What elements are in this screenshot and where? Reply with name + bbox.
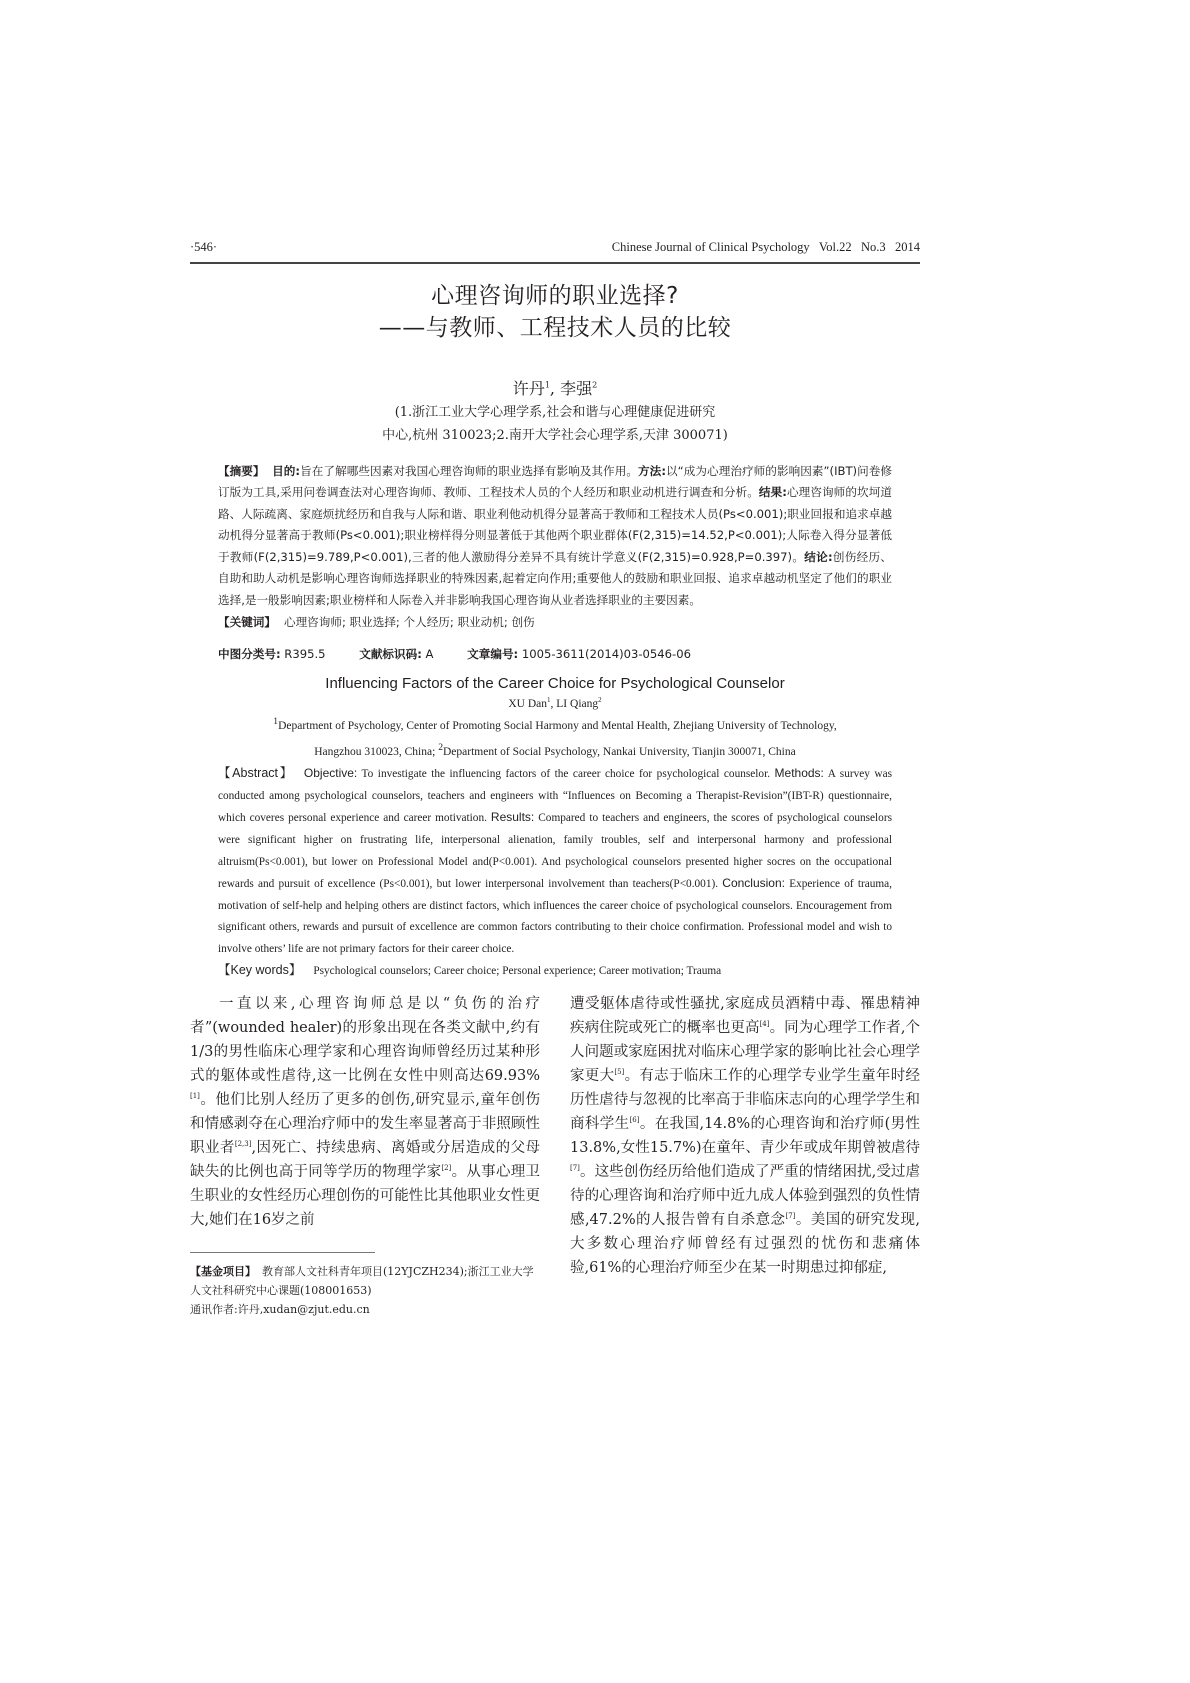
doc-code-label: 文献标识码: <box>359 646 422 661</box>
abstract-cn-methods: 以“成为心理治疗师的影响因素”(IBT)问卷修订版为工具,采用问卷调查法对心理咨询师、教师、工程技术人员的个人经历和职业动机进行调查和分析。 <box>218 463 893 500</box>
title-cn-line2: ——与教师、工程技术人员的比较 <box>378 314 732 341</box>
abstract-cn-results: 心理咨询师的坎坷道路、人际疏离、家庭烦扰经历和自我与人际和谐、职业利他动机得分显著高于教师和工程技术人员(Ps<0.001);职业回报和追求卓越动机得分显著高于教师(Ps<0.001);职业榜样得分则显著低于其他两个职业群体(F(2,315)=14.52,P<0.001);人际卷入得分显著低于教师(F(2,315)=9.789,P<0.001),三者的他人激励得分差异不具有统计学意义(F(2,315)=0.928,P=0.397)。 <box>218 485 892 564</box>
body-right-text-1: 遭受躯体虐待或性骚扰,家庭成员酒精中毒、罹患精神疾病住院或死亡的概率也更高 <box>570 996 920 1037</box>
citation-ref: [4] <box>759 1020 770 1029</box>
citation-ref: [6] <box>629 1116 640 1125</box>
body-left-text-2: 。他们比别人经历了更多的创伤,研究显示,童年创伤和情感剥夺在心理治疗师中的发生率显著高于非照顾性职业者 <box>190 1092 540 1157</box>
body-right-text-3: 。有志于临床工作的心理学专业学生童年时经历性虐待与忽视的比率高于非临床志向的心理学学生和商科学生 <box>570 1068 920 1133</box>
article-number-value: 1005-3611(2014)03-0546-06 <box>518 646 691 661</box>
citation-ref: [5] <box>614 1068 625 1077</box>
abstract-en-label: 【Abstract】 <box>218 766 294 781</box>
affil-cn-line1: (1.浙江工业大学心理学系,社会和谐与心理健康促进研究 <box>394 404 716 420</box>
journal-info: Chinese Journal of Clinical Psychology Vol.22 No.3 2014 <box>611 240 920 254</box>
author-1-en-sup: 1 <box>547 695 551 704</box>
body-column-left <box>190 992 540 1232</box>
affiliations-en <box>190 711 920 763</box>
author-1-en: XU Dan <box>508 697 548 710</box>
funding-text: 教育部人文社科青年项目(12YJCZH234);浙江工业大学人文社科研究中心课题(108001653) <box>190 1265 534 1298</box>
abstract-en-conclusion: Experience of trauma, motivation of self-help and helping others are distinct factors, which influences the career choice of psychological counselors. Encouragement from significant others, rewards and pursuit of excellence are common factors contributing to their choice confirmation. Professional model and wish to involve others’ life are not primary factors for their career choice. <box>218 878 893 955</box>
body-column-right <box>570 992 920 1280</box>
citation-ref: [7] <box>785 1212 796 1221</box>
abstract-en <box>218 763 892 960</box>
clc-label: 中图分类号: <box>218 646 281 661</box>
body-left-text-1: 一直以来,心理咨询师总是以“负伤的治疗者”(wounded healer)的形象出现在各类文献中,约有1/3的男性临床心理学家和心理咨询师曾经历过某种形式的躯体或性虐待,这一比例在女性中则高达69.93% <box>190 996 540 1085</box>
abstract-en-objective: To investigate the influencing factors of the career choice for psychological counselor. <box>357 768 775 781</box>
abstract-cn-results-label: 结果: <box>758 485 787 500</box>
keywords-en <box>218 960 892 982</box>
abstract-en-objective-label: Objective: <box>303 766 358 781</box>
keywords-en-label: 【Key words】 <box>218 963 302 978</box>
citation-ref: [7] <box>570 1164 580 1173</box>
affil-en-sup2: 2 <box>438 742 443 754</box>
footnotes <box>190 1262 540 1319</box>
authors-cn <box>190 376 920 399</box>
citation-ref: [2] <box>441 1164 452 1173</box>
author-2-cn-sup: 2 <box>592 380 598 390</box>
document-code <box>359 647 433 661</box>
body-right-text-4: 。在我国,14.8%的心理咨询和治疗师(男性13.8%,女性15.7%)在童年、青少年或成年期曾被虐待 <box>570 1116 921 1157</box>
citation-ref: [1] <box>190 1092 200 1101</box>
funding-note <box>190 1262 540 1300</box>
abstract-cn-label: 【摘要】 <box>218 463 265 478</box>
abstract-en-methods: A survey was conducted among psychological counselors, teachers and engineers with “Influences on Becoming a Therapist-Revision”(IBT-R) questionnaire, which coveres personal experience and career motivation. <box>218 768 892 825</box>
keywords-cn-value: 心理咨询师; 职业选择; 个人经历; 职业动机; 创伤 <box>283 614 535 629</box>
body-right-text-5: 。这些创伤经历给他们造成了严重的情绪困扰,受过虐待的心理咨询和治疗师中近九成人体验到强烈的负性情感,47.2%的人报告曾有自杀意念 <box>570 1164 920 1229</box>
article-number-label: 文章编号: <box>467 646 519 661</box>
abstract-en-methods-label: Methods: <box>774 766 824 781</box>
authors-en <box>190 696 920 710</box>
funding-label: 【基金项目】 <box>190 1265 256 1279</box>
affil-cn-line2: 中心,杭州 310023;2.南开大学社会心理学系,天津 300071) <box>382 427 728 443</box>
affiliations-cn <box>190 401 920 447</box>
classification-line <box>218 643 892 665</box>
author-2-en-sup: 2 <box>598 695 602 704</box>
clc-number <box>218 647 326 661</box>
author-1-cn: 许丹 <box>512 378 545 398</box>
author-2-en: LI Qiang <box>556 697 599 710</box>
body-paragraph <box>570 992 920 1280</box>
body-left-text-4: 。从事心理卫生职业的女性经历心理创伤的可能性比其他职业女性更大,她们在16岁之前 <box>190 1164 541 1229</box>
body-right-text-2: 。同为心理学工作者,个人问题或家庭困扰对临床心理学家的影响比社会心理学家更大 <box>570 1020 921 1085</box>
body-columns <box>190 992 920 1332</box>
corresponding-author: 通讯作者:许丹,xudan@zjut.edu.cn <box>190 1303 370 1317</box>
page-number: ·546· <box>190 240 218 254</box>
affil-en-line2 <box>190 737 920 763</box>
affil-en-line2b: Department of Social Psychology, Nankai University, Tianjin 300071, China <box>442 746 796 759</box>
authors-cn-separator: , <box>549 378 561 398</box>
abstract-en-results: Compared to teachers and engineers, the scores of psychological counselors were significant higher on frustrating life, interpersonal alienation, family troubles, self and interpersonal harmony and professional altruism(Ps<0.001), but lower on Professional Model and(P<0.001). And psychological counselors presented higher socres on the occupational rewards and pursuit of excellence (Ps<0.001), but lower interpersonal involvement than teachers(P<0.001). <box>218 812 892 891</box>
article-title-en: Influencing Factors of the Career Choice for Psychological Counselor <box>325 674 785 692</box>
body-right-text-6: 。美国的研究发现,大多数心理治疗师曾经有过强烈的忧伤和悲痛体验,61%的心理治疗师至少在某一时期患过抑郁症, <box>570 1212 920 1277</box>
abstract-cn-methods-label: 方法: <box>638 463 666 478</box>
affil-en-sup1: 1 <box>273 716 279 728</box>
abstract-en-results-label: Results: <box>490 810 535 825</box>
title-cn-line1: 心理咨询师的职业选择? <box>431 282 679 309</box>
authors-en-separator: , <box>550 697 557 710</box>
body-paragraph <box>190 992 540 1232</box>
body-left-text-3: ,因死亡、持续患病、离婚或分居造成的父母缺失的比例也高于同等学历的物理学家 <box>190 1140 541 1181</box>
doc-code-value: A <box>421 646 434 661</box>
keywords-en-value: Psychological counselors; Career choice; Personal experience; Career motivation; Trauma <box>313 965 722 978</box>
abstract-en-conclusion-label: Conclusion: <box>722 876 785 891</box>
journal-page <box>190 238 920 1332</box>
abstract-cn-objective: 旨在了解哪些因素对我国心理咨询师的职业选择有影响及其作用。 <box>300 463 639 478</box>
article-title-cn <box>190 280 920 344</box>
article-number <box>467 647 691 661</box>
abstract-cn-conclusion: 创伤经历、自助和助人动机是影响心理咨询师选择职业的特殊因素,起着定向作用;重要他人的鼓励和职业回报、追求卓越动机坚定了他们的职业选择,是一般影响因素;职业榜样和人际卷入并非影响我国心理咨询从业者选择职业的主要因素。 <box>218 549 892 608</box>
affil-en-line1-text: Department of Psychology, Center of Promoting Social Harmony and Mental Health, Zhejiang University of Technology, <box>278 720 837 733</box>
running-header <box>190 238 920 260</box>
affil-en-line1 <box>190 711 920 737</box>
header-rule <box>190 262 920 264</box>
abstract-cn-conclusion-label: 结论: <box>804 549 833 564</box>
author-1-cn-sup: 1 <box>544 380 550 390</box>
footnote-rule <box>190 1252 375 1253</box>
keywords-cn <box>218 612 892 633</box>
abstract-cn-objective-label: 目的: <box>272 463 301 478</box>
author-2-cn: 李强 <box>560 378 593 398</box>
citation-ref: [2,3] <box>234 1140 252 1149</box>
affil-en-line2a: Hangzhou 310023, China; <box>314 746 439 759</box>
clc-value: R395.5 <box>280 646 326 661</box>
abstract-cn <box>218 461 892 612</box>
keywords-cn-label: 【关键词】 <box>218 614 276 629</box>
